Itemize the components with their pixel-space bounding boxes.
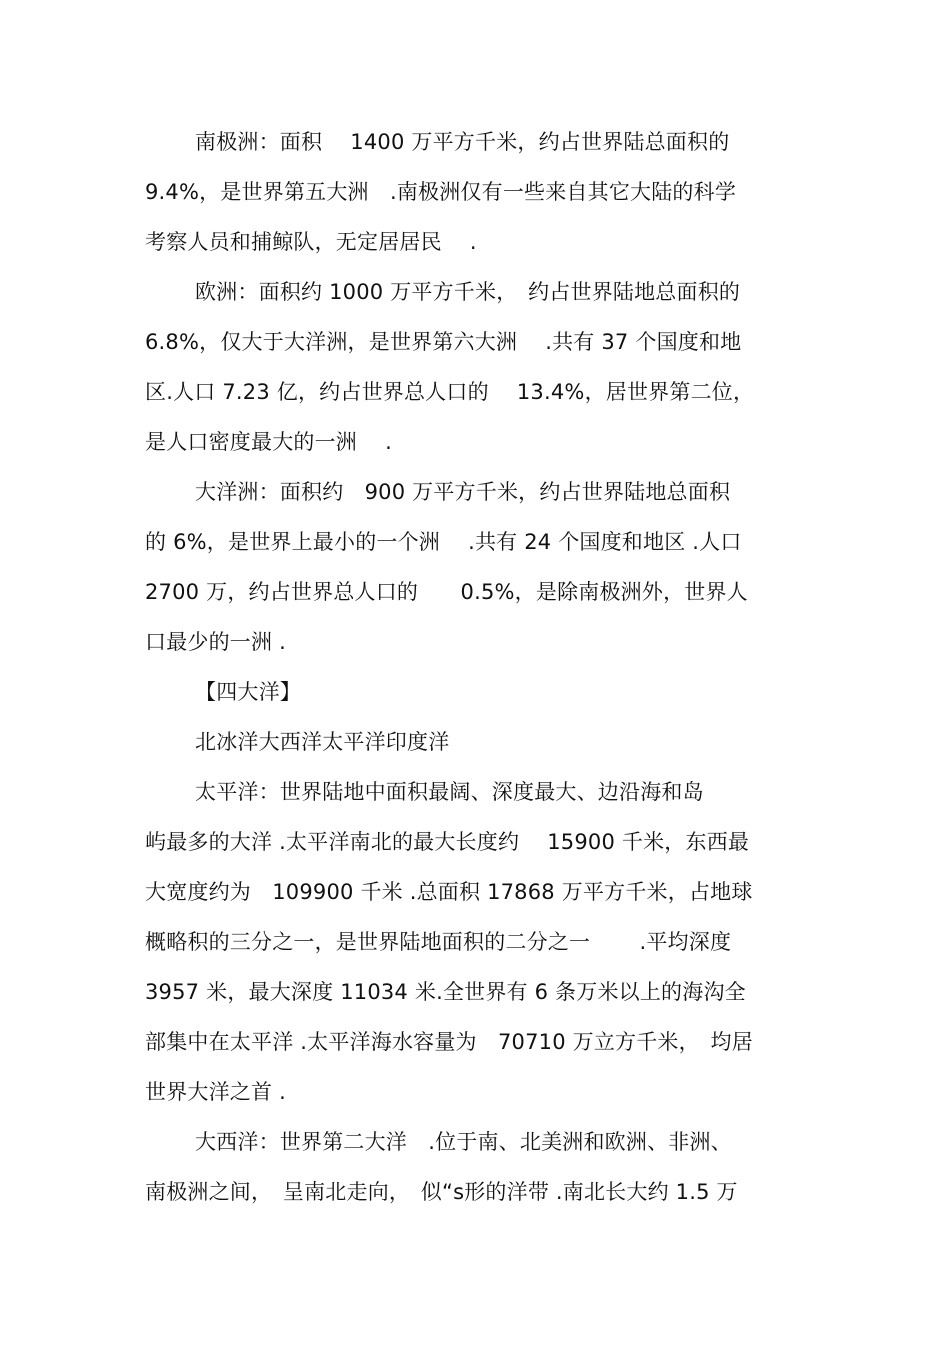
- section-heading: 【四大洋】: [195, 680, 301, 704]
- text-line: 大宽度约为 109900 千米 .总面积 17868 万平方千米，占地球: [145, 880, 753, 904]
- text-line: 北冰洋大西洋太平洋印度洋: [195, 730, 450, 754]
- text-line: 考察人员和捕鲸队，无定居居民 .: [145, 230, 477, 254]
- text-line: 南极洲：面积 1400 万平方千米，约占世界陆总面积的: [195, 130, 730, 154]
- text-line: 9.4%，是世界第五大洲 .南极洲仅有一些来自其它大陆的科学: [145, 180, 737, 204]
- text-line: 6.8%，仅大于大洋洲，是世界第六大洲 .共有 37 个国度和地: [145, 330, 742, 354]
- text-line: 大洋洲：面积约 900 万平方千米，约占世界陆地总面积: [195, 480, 731, 504]
- text-line: 的 6%，是世界上最小的一个洲 .共有 24 个国度和地区 .人口: [145, 530, 742, 554]
- text-line: 口最少的一洲 .: [145, 630, 286, 654]
- text-line: 太平洋：世界陆地中面积最阔、深度最大、边沿海和岛: [195, 780, 704, 804]
- text-line: 部集中在太平洋 .太平洋海水容量为 70710 万立方千米， 均居: [145, 1030, 753, 1054]
- text-line: 3957 米，最大深度 11034 米.全世界有 6 条万米以上的海沟全: [145, 980, 746, 1004]
- text-line: 大西洋：世界第二大洋 .位于南、北美洲和欧洲、非洲、: [195, 1130, 732, 1154]
- text-line: 南极洲之间， 呈南北走向， 似“s形的洋带 .南北长大约 1.5 万: [145, 1180, 738, 1204]
- text-line: 概略积的三分之一，是世界陆地面积的二分之一 .平均深度: [145, 930, 732, 954]
- text-line: 2700 万，约占世界总人口的 0.5%，是除南极洲外，世界人: [145, 580, 748, 604]
- text-line: 屿最多的大洋 .太平洋南北的最大长度约 15900 千米，东西最: [145, 830, 750, 854]
- text-line: 欧洲：面积约 1000 万平方千米， 约占世界陆地总面积的: [195, 280, 741, 304]
- text-line: 区.人口 7.23 亿，约占世界总人口的 13.4%，居世界第二位，: [145, 380, 755, 404]
- text-line: 是人口密度最大的一洲 .: [145, 430, 392, 454]
- text-line: 世界大洋之首 .: [145, 1080, 286, 1104]
